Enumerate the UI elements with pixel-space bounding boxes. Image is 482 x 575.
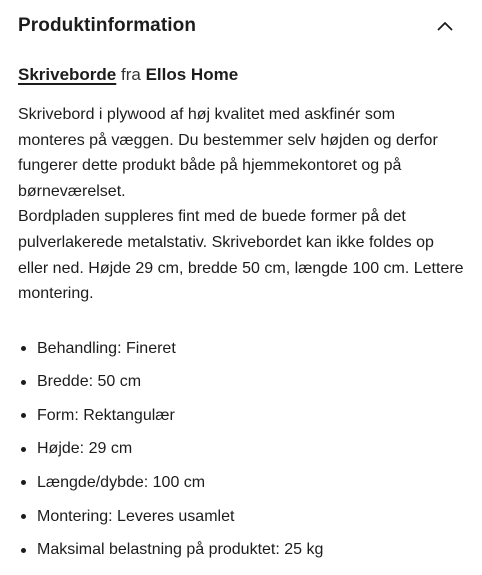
bullet-icon xyxy=(21,548,26,553)
spec-item xyxy=(18,365,464,399)
spec-text: Højde: 29 cm xyxy=(37,440,133,458)
spec-text: Maksimal belastning på produktet: 25 kg xyxy=(37,541,324,559)
spec-item xyxy=(18,433,464,467)
from-text: fra xyxy=(121,65,141,84)
product-description xyxy=(18,102,464,307)
product-information-header[interactable] xyxy=(18,0,464,52)
spec-item xyxy=(18,332,464,366)
section-title: Produktinformation xyxy=(18,15,197,36)
bullet-icon xyxy=(21,346,26,351)
bullet-icon xyxy=(21,514,26,519)
spec-text: Montering: Leveres usamlet xyxy=(37,507,235,525)
category-link[interactable]: Skriveborde xyxy=(18,65,117,84)
spec-list xyxy=(18,332,464,567)
category-brand-line xyxy=(18,64,464,86)
chevron-up-icon[interactable] xyxy=(434,15,456,37)
spec-text: Behandling: Fineret xyxy=(37,339,176,357)
description-paragraph: Bordpladen suppleres fint med de buede former på det pulverlakerede metalstativ. Skrivebordet kan ikke foldes op eller ned. Højde 29 cm, bredde 50 cm, længde 100 cm. Lettere montering. xyxy=(18,208,464,303)
spec-item xyxy=(18,466,464,500)
spec-text: Form: Rektangulær xyxy=(37,406,175,424)
bullet-icon xyxy=(21,447,26,452)
spec-item xyxy=(18,533,464,567)
bullet-icon xyxy=(21,480,26,485)
bullet-icon xyxy=(21,413,26,418)
spec-item xyxy=(18,500,464,534)
spec-item xyxy=(18,399,464,433)
description-paragraph: Skrivebord i plywood af høj kvalitet med askfinér som monteres på væggen. Du bestemmer selv højden og derfor fungerer dette produkt både på hjemmekontoret og på børneværelset. xyxy=(18,106,438,200)
spec-text: Bredde: 50 cm xyxy=(37,373,142,391)
bullet-icon xyxy=(21,380,26,385)
brand-name: Ellos Home xyxy=(145,65,239,84)
spec-text: Længde/dybde: 100 cm xyxy=(37,473,206,491)
